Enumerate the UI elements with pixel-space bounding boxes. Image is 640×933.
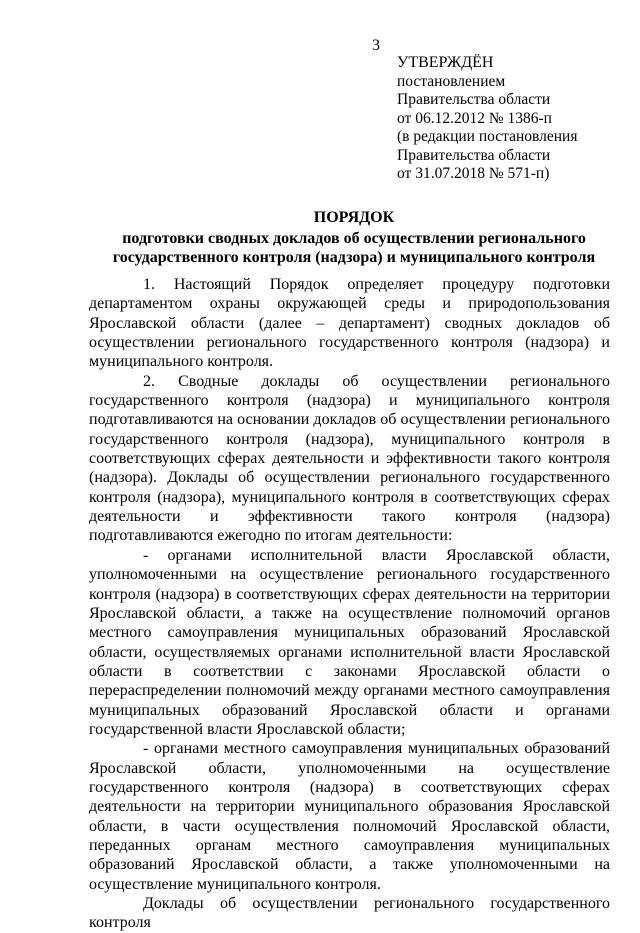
document-heading (88, 208, 620, 267)
approval-line: (в редакции постановления (397, 128, 578, 145)
approval-stamp (397, 54, 617, 184)
document-title: ПОРЯДОК (313, 209, 395, 226)
page-number: 3 (372, 37, 380, 54)
approval-line: от 31.07.2018 № 571-п) (397, 165, 550, 182)
document-subtitle: государственного контроля (надзора) и муниципального контроля (112, 249, 596, 266)
approval-line: Правительства области (397, 91, 551, 108)
document-body (89, 275, 610, 933)
paragraph: 1. Настоящий Порядок определяет процедуру подготовки департаментом охраны окружающей среды и природопользования Ярославской области (далее – департамент) сводных докладов об осуществлении регионального государственного контроля (надзора) и муниципального контроля. (89, 276, 610, 371)
approval-line: от 06.12.2012 № 1386-п (397, 109, 552, 127)
paragraph: 2. Сводные доклады об осуществлении регионального государственного контроля (надзора) и муниципального контроля подготавливаются на основании докладов об осуществлении регионального государственного контроля (надзора), муниципального контроля в соответствующих сферах деятельности и эффективности такого контроля (надзора). Доклады об осуществлении регионального государственного контроля (надзора), муниципального контроля в соответствующих сферах деятельности и эффективности такого контроля (надзора) подготавливаются ежегодно по итогам деятельности: (89, 372, 610, 545)
document-subtitle: подготовки сводных докладов об осуществлении регионального (122, 230, 586, 247)
list-item: - органами местного самоуправления муниципальных образований Ярославской области, уполномоченными на осуществление государственного контроля (надзора) в соответствующих сферах деятельности на территории муниципального образования Ярославской области, в части осуществления полномочий Ярославской области, переданных органам местного самоуправления муниципальных образований Ярославской области, а также уполномоченными на осуществление муниципального контроля. (89, 740, 610, 893)
approval-line: УТВЕРЖДЁН (397, 54, 494, 71)
approval-line: постановлением (397, 72, 506, 90)
approval-line: Правительства области (397, 146, 551, 164)
list-item: - органами исполнительной власти Ярославской области, уполномоченными на осуществление регионального государственного контроля (надзора) в соответствующих сферах деятельности на территории Ярославской области, а также на осуществление полномочий органов местного самоуправления муниципальных образований Ярославской области, осуществляемых органами исполнительной власти Ярославской области в соответствии с законами Ярославской области о перераспределении полномочий между органами местного самоуправления муниципальных образований Ярославской области и органами государственной власти Ярославской области; (89, 546, 610, 738)
paragraph: Доклады об осуществлении регионального государственного контроля (89, 895, 610, 932)
